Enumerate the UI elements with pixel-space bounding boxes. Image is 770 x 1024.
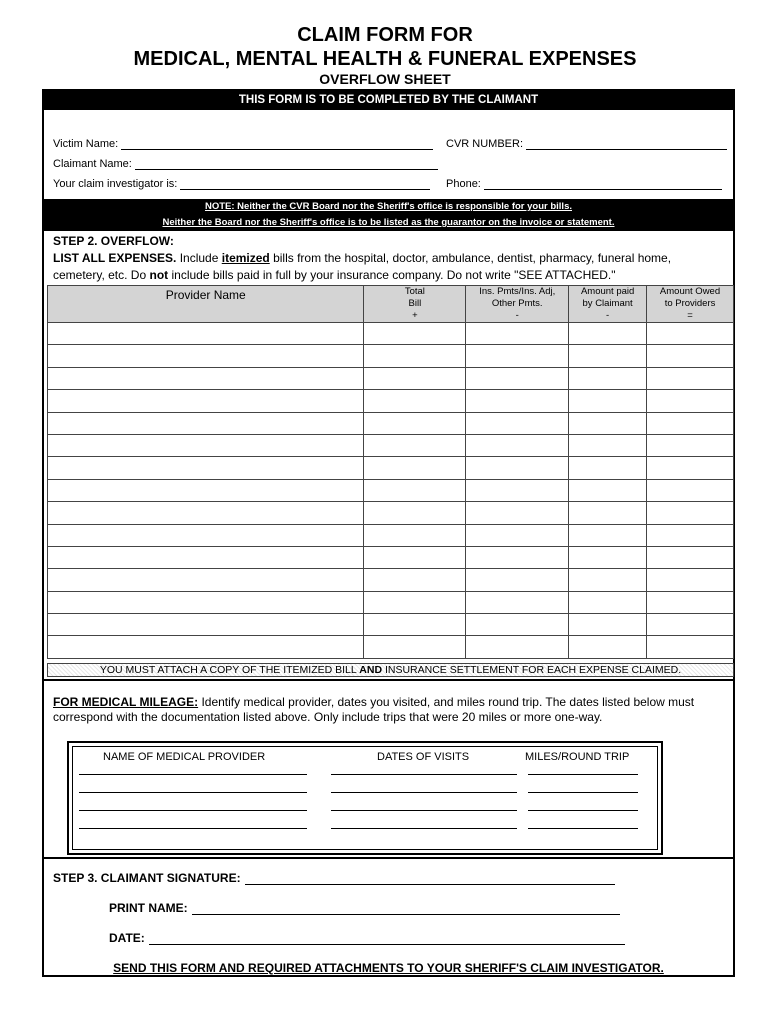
investigator-field[interactable] xyxy=(53,177,430,190)
date-field[interactable] xyxy=(109,931,625,945)
claimant-name-line[interactable] xyxy=(135,157,438,170)
col-insurance-payments: Ins. Pmts/Ins. Adj, Other Pmts. - xyxy=(466,286,569,323)
table-cell[interactable] xyxy=(647,636,734,658)
note-line1: NOTE: Neither the CVR Board nor the Sheriff's office is responsible for your bills. xyxy=(204,201,572,212)
table-cell[interactable] xyxy=(364,614,466,636)
claimant-banner: THIS FORM IS TO BE COMPLETED BY THE CLAIMANT xyxy=(44,91,733,110)
table-cell[interactable] xyxy=(569,636,647,658)
table-cell[interactable] xyxy=(48,434,364,456)
mileage-col-dates: DATES OF VISITS xyxy=(377,751,470,763)
table-cell[interactable] xyxy=(466,367,569,389)
mileage-entry-line[interactable] xyxy=(331,774,517,775)
mileage-text: Identify medical provider, dates you visited, and miles round trip. The dates listed below must correspond with the documentation listed above. Only include trips that were 20 miles or more one-way. xyxy=(53,695,695,724)
victim-name-field[interactable] xyxy=(53,137,433,150)
table-cell[interactable] xyxy=(569,502,647,524)
date-line[interactable] xyxy=(149,931,625,945)
table-cell[interactable] xyxy=(569,569,647,591)
table-cell[interactable] xyxy=(48,524,364,546)
table-cell[interactable] xyxy=(569,524,647,546)
claimant-name-label: Claimant Name: xyxy=(53,158,132,170)
table-cell[interactable] xyxy=(569,546,647,568)
signature-label: STEP 3. CLAIMANT SIGNATURE: xyxy=(53,871,241,885)
table-cell[interactable] xyxy=(647,569,734,591)
table-row xyxy=(48,412,734,434)
table-row xyxy=(48,636,734,658)
table-row xyxy=(48,524,734,546)
table-cell[interactable] xyxy=(364,457,466,479)
print-name-field[interactable] xyxy=(109,901,620,915)
mileage-entry-line[interactable] xyxy=(79,828,307,829)
table-cell[interactable] xyxy=(364,524,466,546)
victim-name-label: Victim Name: xyxy=(53,138,119,150)
step2-text-a: Include xyxy=(176,251,222,265)
table-cell[interactable] xyxy=(48,479,364,501)
step2-heading: STEP 2. OVERFLOW: xyxy=(53,234,174,248)
table-cell[interactable] xyxy=(466,636,569,658)
table-cell[interactable] xyxy=(364,345,466,367)
send-instruction: SEND THIS FORM AND REQUIRED ATTACHMENTS TO YOUR SHERIFF'S CLAIM INVESTIGATOR. xyxy=(113,961,664,975)
table-cell[interactable] xyxy=(647,323,734,345)
mileage-entry-line[interactable] xyxy=(528,774,638,775)
table-cell[interactable] xyxy=(364,412,466,434)
form-title-line2: MEDICAL, MENTAL HEALTH & FUNERAL EXPENSES xyxy=(133,48,637,70)
mileage-entry-line[interactable] xyxy=(79,774,307,775)
mileage-entry-line[interactable] xyxy=(528,792,638,793)
table-cell[interactable] xyxy=(647,479,734,501)
table-cell[interactable] xyxy=(364,502,466,524)
form-frame xyxy=(42,89,735,977)
table-cell[interactable] xyxy=(647,591,734,613)
table-cell[interactable] xyxy=(364,434,466,456)
table-cell[interactable] xyxy=(48,546,364,568)
table-cell[interactable] xyxy=(466,502,569,524)
mileage-entry-line[interactable] xyxy=(331,792,517,793)
attach-text-b: INSURANCE SETTLEMENT FOR EACH EXPENSE CLAIMED. xyxy=(382,664,682,676)
col-provider-name: Provider Name xyxy=(48,286,364,323)
mileage-entry-line[interactable] xyxy=(528,810,638,811)
table-cell[interactable] xyxy=(48,323,364,345)
table-cell[interactable] xyxy=(364,591,466,613)
list-all-expenses: LIST ALL EXPENSES. xyxy=(53,251,177,265)
table-cell[interactable] xyxy=(48,591,364,613)
expense-table xyxy=(47,285,734,659)
table-cell[interactable] xyxy=(647,390,734,412)
mileage-col-provider: NAME OF MEDICAL PROVIDER xyxy=(103,751,266,763)
claimant-name-field[interactable] xyxy=(53,157,438,170)
phone-label: Phone: xyxy=(446,178,481,190)
table-row xyxy=(48,502,734,524)
table-cell[interactable] xyxy=(569,591,647,613)
note-line2: Neither the Board nor the Sheriff's office is to be listed as the guarantor on the invoice or statement. xyxy=(162,217,615,228)
table-cell[interactable] xyxy=(466,591,569,613)
table-cell[interactable] xyxy=(466,390,569,412)
print-name-label: PRINT NAME: xyxy=(109,901,188,915)
table-cell[interactable] xyxy=(569,345,647,367)
table-cell[interactable] xyxy=(647,457,734,479)
signature-field[interactable] xyxy=(53,871,615,885)
table-cell[interactable] xyxy=(466,323,569,345)
attach-and: AND xyxy=(359,664,383,676)
table-row xyxy=(48,546,734,568)
mileage-col-miles: MILES/ROUND TRIP xyxy=(525,751,630,763)
mileage-box-inner xyxy=(72,746,658,850)
table-cell[interactable] xyxy=(569,614,647,636)
table-cell[interactable] xyxy=(466,569,569,591)
table-row xyxy=(48,614,734,636)
table-cell[interactable] xyxy=(466,345,569,367)
table-cell[interactable] xyxy=(48,502,364,524)
table-cell[interactable] xyxy=(466,546,569,568)
victim-name-line[interactable] xyxy=(121,137,433,150)
mileage-divider xyxy=(44,679,733,681)
table-cell[interactable] xyxy=(48,390,364,412)
cvr-number-line[interactable] xyxy=(526,137,727,150)
table-cell[interactable] xyxy=(48,457,364,479)
table-cell[interactable] xyxy=(569,323,647,345)
table-row xyxy=(48,479,734,501)
itemized-word: itemized xyxy=(221,251,270,265)
table-cell[interactable] xyxy=(48,636,364,658)
table-cell[interactable] xyxy=(647,546,734,568)
print-name-line[interactable] xyxy=(192,901,620,915)
step2-text-b: bills from the hospital, doctor, ambulance, dentist, pharmacy, funeral home, cemetery, etc. Do xyxy=(53,251,672,282)
table-cell[interactable] xyxy=(48,412,364,434)
table-cell[interactable] xyxy=(569,479,647,501)
table-row xyxy=(48,367,734,389)
investigator-label: Your claim investigator is: xyxy=(53,178,178,190)
expense-header-row xyxy=(48,286,734,323)
cvr-number-field[interactable] xyxy=(446,137,727,150)
table-cell[interactable] xyxy=(569,412,647,434)
table-cell[interactable] xyxy=(364,479,466,501)
table-cell[interactable] xyxy=(466,614,569,636)
table-cell[interactable] xyxy=(647,502,734,524)
table-row xyxy=(48,569,734,591)
table-cell[interactable] xyxy=(647,412,734,434)
table-cell[interactable] xyxy=(364,546,466,568)
mileage-entry-line[interactable] xyxy=(79,810,307,811)
table-row xyxy=(48,434,734,456)
step2-instructions xyxy=(53,233,723,284)
attach-text-a: YOU MUST ATTACH A COPY OF THE ITEMIZED BILL xyxy=(99,664,360,676)
mileage-box xyxy=(67,741,663,855)
mileage-entry-line[interactable] xyxy=(331,828,517,829)
table-cell[interactable] xyxy=(466,524,569,546)
step2-text-c: include bills paid in full by your insurance company. Do not write "SEE ATTACHED." xyxy=(168,268,616,282)
table-cell[interactable] xyxy=(466,479,569,501)
table-row xyxy=(48,591,734,613)
table-cell[interactable] xyxy=(647,367,734,389)
table-cell[interactable] xyxy=(364,323,466,345)
attach-notice xyxy=(47,663,734,677)
form-title-line1: CLAIM FORM FOR xyxy=(297,24,473,46)
form-subtitle: OVERFLOW SHEET xyxy=(319,71,451,87)
phone-line[interactable] xyxy=(484,177,722,190)
mileage-entry-line[interactable] xyxy=(79,792,307,793)
table-cell[interactable] xyxy=(466,412,569,434)
investigator-line[interactable] xyxy=(180,177,430,190)
mileage-entry-line[interactable] xyxy=(528,828,638,829)
table-cell[interactable] xyxy=(48,367,364,389)
table-row xyxy=(48,323,734,345)
date-label: DATE: xyxy=(109,931,145,945)
table-cell[interactable] xyxy=(569,367,647,389)
col-total-bill: Total Bill + xyxy=(364,286,466,323)
table-row xyxy=(48,390,734,412)
table-cell[interactable] xyxy=(364,569,466,591)
cvr-number-label: CVR NUMBER: xyxy=(446,138,524,150)
not-word: not xyxy=(149,268,169,282)
table-cell[interactable] xyxy=(48,345,364,367)
table-cell[interactable] xyxy=(364,367,466,389)
table-cell[interactable] xyxy=(647,434,734,456)
table-cell[interactable] xyxy=(569,457,647,479)
mileage-heading: FOR MEDICAL MILEAGE: xyxy=(53,695,199,709)
table-row xyxy=(48,457,734,479)
note-bar xyxy=(44,199,733,231)
table-cell[interactable] xyxy=(647,524,734,546)
mileage-entry-line[interactable] xyxy=(331,810,517,811)
table-cell[interactable] xyxy=(466,434,569,456)
table-row xyxy=(48,345,734,367)
table-cell[interactable] xyxy=(647,345,734,367)
col-amount-owed: Amount Owed to Providers = xyxy=(647,286,734,323)
table-cell[interactable] xyxy=(364,636,466,658)
expense-table-body xyxy=(48,323,734,659)
table-cell[interactable] xyxy=(364,390,466,412)
table-cell[interactable] xyxy=(569,434,647,456)
table-cell[interactable] xyxy=(48,569,364,591)
col-amount-paid: Amount paid by Claimant - xyxy=(569,286,647,323)
table-cell[interactable] xyxy=(466,457,569,479)
mileage-instructions xyxy=(53,695,723,725)
table-cell[interactable] xyxy=(569,390,647,412)
phone-field[interactable] xyxy=(446,177,722,190)
signature-line[interactable] xyxy=(245,871,615,885)
table-cell[interactable] xyxy=(647,614,734,636)
signature-divider xyxy=(44,857,733,859)
table-cell[interactable] xyxy=(48,614,364,636)
